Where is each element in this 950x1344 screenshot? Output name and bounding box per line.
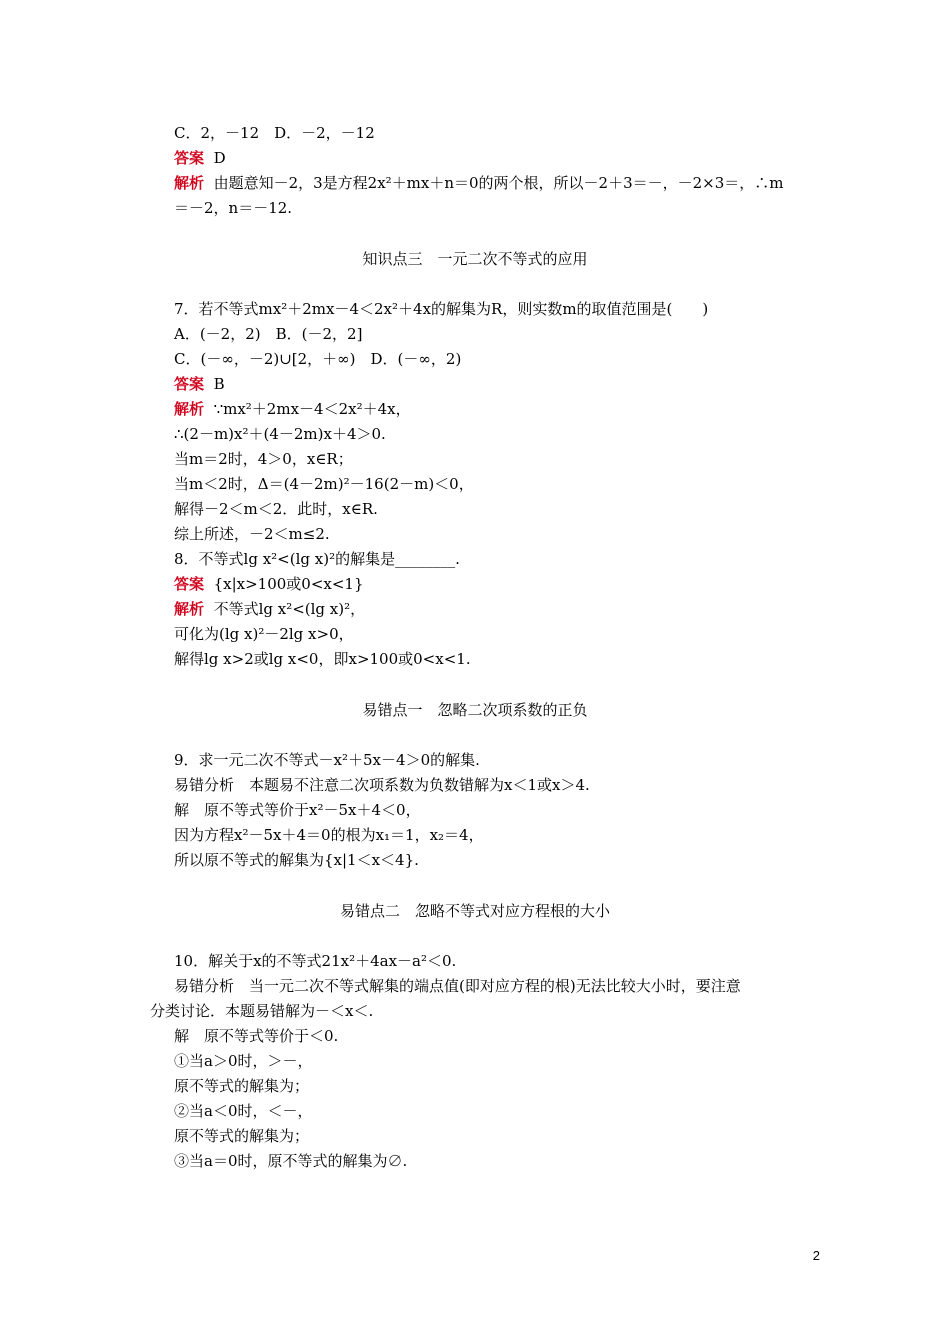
q10-line: 易错分析 当一元二次不等式解集的端点值(即对应方程的根)无法比较大小时，要注意 — [174, 977, 741, 995]
q8-analysis-line: 解得lg x>2或lg x<0，即x>100或0<x<1. — [174, 650, 471, 668]
page-number: 2 — [812, 1248, 820, 1263]
q7-analysis-line: 综上所述，－2＜m≤2. — [174, 525, 330, 543]
q10-line: 原不等式的解集为； — [174, 1127, 310, 1145]
q10-line: ③当a＝0时，原不等式的解集为∅. — [174, 1152, 408, 1170]
q7-analysis-line: 解得－2＜m＜2．此时，x∈R. — [174, 500, 378, 518]
q7-options-ab: A．(－2，2) B．(－2，2] — [174, 325, 363, 343]
analysis-label: 解析 — [174, 600, 205, 618]
q7-analysis-row — [174, 399, 824, 419]
q6-analysis-text: 由题意知－2，3是方程2x²＋mx＋n＝0的两个根，所以－2＋3＝－，－2×3＝，∴m — [213, 174, 784, 192]
q10-line: ①当a＞0时，＞－， — [174, 1052, 313, 1070]
q7-stem: 7．若不等式mx²＋2mx－4＜2x²＋4x的解集为R，则实数m的取值范围是( ) — [174, 300, 709, 318]
q7-analysis-text: ∵mx²＋2mx－4＜2x²＋4x， — [213, 400, 411, 418]
q10-line: 原不等式的解集为； — [174, 1077, 310, 1095]
q10-line: ②当a＜0时，＜－， — [174, 1102, 313, 1120]
q10-line: 解 原不等式等价于＜0. — [174, 1027, 339, 1045]
q10-line: 10．解关于x的不等式21x²＋4ax－a²＜0. — [174, 952, 457, 970]
section-title: 易错点一 忽略二次项系数的正负 — [362, 701, 588, 719]
q8-analysis-text: 不等式lg x²<(lg x)²， — [213, 600, 366, 618]
q8-answer-row — [174, 574, 824, 594]
q6-options-cd: C．2，－12 D．－2，－12 — [174, 124, 375, 142]
answer-label: 答案 — [174, 149, 205, 167]
q7-analysis-line: ∴(2－m)x²＋(4－2m)x＋4＞0. — [174, 425, 386, 443]
q8-answer: {x|x>100或0<x<1} — [213, 575, 364, 593]
q7-answer: B — [213, 375, 225, 393]
answer-label: 答案 — [174, 375, 205, 393]
q9-line: 解 原不等式等价于x²－5x＋4＜0， — [174, 801, 421, 819]
q7-options-cd: C．(－∞，－2)∪[2，＋∞) D．(－∞，2) — [174, 350, 462, 368]
q6-answer-row — [174, 148, 824, 168]
q9-line: 因为方程x²－5x＋4＝0的根为x₁＝1，x₂＝4， — [174, 826, 484, 844]
q8-analysis-line: 可化为(lg x)²－2lg x>0， — [174, 625, 354, 643]
q6-analysis-row — [174, 173, 824, 193]
q6-answer: D — [213, 149, 226, 167]
answer-label: 答案 — [174, 575, 205, 593]
q7-analysis-line: 当m＜2时，Δ＝(4－2m)²－16(2－m)＜0， — [174, 475, 474, 493]
q6-analysis-cont: ＝－2，n＝－12. — [174, 199, 293, 217]
q9-line: 9．求一元二次不等式－x²＋5x－4＞0的解集. — [174, 751, 480, 769]
q7-analysis-line: 当m＝2时，4＞0，x∈R； — [174, 450, 353, 468]
q10-line: 分类讨论．本题易错解为－＜x＜. — [150, 1002, 374, 1020]
section-title: 易错点二 忽略不等式对应方程根的大小 — [339, 902, 610, 920]
section-title: 知识点三 一元二次不等式的应用 — [362, 250, 588, 268]
q9-line: 易错分析 本题易不注意二次项系数为负数错解为x＜1或x＞4. — [174, 776, 590, 794]
q7-answer-row — [174, 374, 824, 394]
q9-line: 所以原不等式的解集为{x|1＜x＜4}. — [174, 851, 419, 869]
analysis-label: 解析 — [174, 174, 205, 192]
q8-stem: 8．不等式lg x²<(lg x)²的解集是________. — [174, 550, 460, 568]
q8-analysis-row — [174, 599, 824, 619]
analysis-label: 解析 — [174, 400, 205, 418]
